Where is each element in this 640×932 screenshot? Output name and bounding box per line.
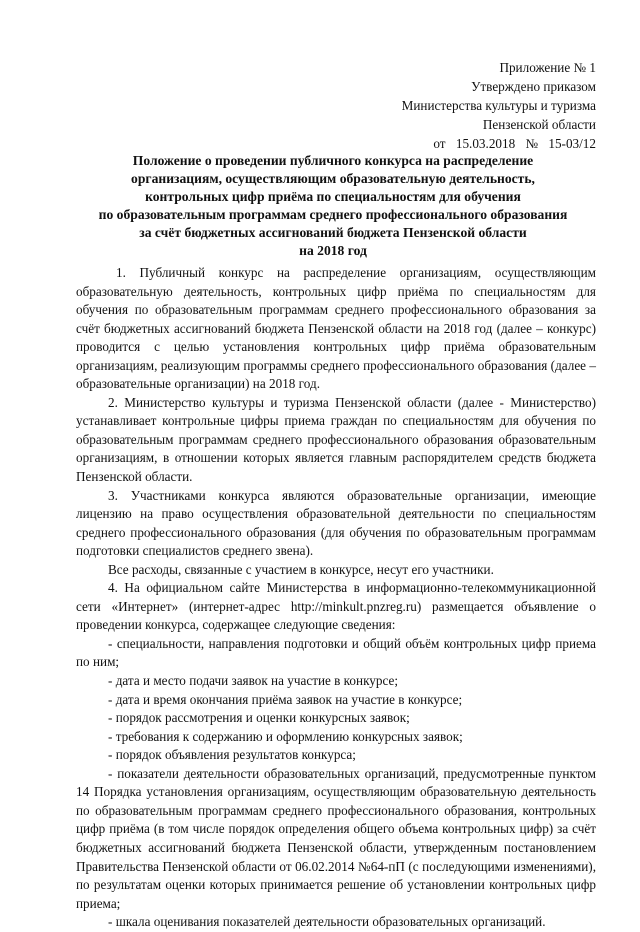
paragraph-4: 4. На официальном сайте Министерства в информационно-телекоммуникационной сети «Интернет» (интернет-адрес http://minkult.pnzreg.ru) размещается объявление о проведении конкурса, содержащее следующие сведения: <box>76 580 596 633</box>
list-item-requirements: - требования к содержанию и оформлению конкурсных заявок; <box>108 728 463 744</box>
document-body <box>76 264 596 932</box>
title-line-4: по образовательным программам среднего профессионального образования <box>98 207 568 222</box>
list-item-review-procedure: - порядок рассмотрения и оценки конкурсных заявок; <box>108 710 410 726</box>
title-line-6: на 2018 год <box>299 243 367 258</box>
appendix-block <box>402 58 596 153</box>
paragraph-2: 2. Министерство культуры и туризма Пензенской области (далее - Министерство) устанавливает контрольные цифры приема граждан по специальностям для обучения по образовательным программам среднего профессионального образования образовательным организациям, в отношении которых является главным распорядителем средств бюджета Пензенской области. <box>76 394 596 485</box>
title-line-1: Положение о проведении публичного конкурса на распределение <box>132 153 534 168</box>
list-item-scale: - шкала оценивания показателей деятельности образовательных организаций. <box>108 914 546 930</box>
document-title <box>70 152 596 260</box>
title-line-2: организациям, осуществляющим образовательную деятельность, <box>131 171 535 186</box>
list-item-deadline: - дата и время окончания приёма заявок на участие в конкурсе; <box>108 691 463 707</box>
list-item-results: - порядок объявления результатов конкурса; <box>108 747 356 763</box>
list-item-indicators: - показатели деятельности образовательных организаций, предусмотренные пунктом 14 Порядка установления организациям, осуществляющим образовательную деятельность по образовательным программам среднего профессионального образования, контрольных цифр приёма (в том числе порядок определения общего объема контрольных цифр) за счёт бюджетных ассигнований бюджета Пензенской области, утвержденным постановлением Правительства Пензенской области от 06.02.2014 №64-пП (с последующими изменениями), по результатам оценки которых принимается решение об установлении контрольных цифр приема; <box>76 765 596 911</box>
paragraph-expenses: Все расходы, связанные с участием в конкурсе, несут его участники. <box>108 561 494 577</box>
region-line: Пензенской области <box>482 117 596 132</box>
ministry-line: Министерства культуры и туризма <box>401 98 596 113</box>
order-date-number: от 15.03.2018 № 15-03/12 <box>433 136 596 151</box>
approval-line: Утверждено приказом <box>471 79 596 94</box>
list-item-specialties: - специальности, направления подготовки и общий объём контрольных цифр приема по ним; <box>76 635 596 670</box>
title-line-3: контрольных цифр приёма по специальностям для обучения <box>145 189 521 204</box>
paragraph-1: 1. Публичный конкурс на распределение организациям, осуществляющим образовательную деятельность, контрольных цифр приёма по специальностям для обучения по образовательным программам среднего профессионального образования за счёт бюджетных ассигнований бюджета Пензенской области на 2018 год (далее – конкурс) проводится с целью установления контрольных цифр приёма образовательным организациям, реализующим программы среднего профессионального образования (далее – образовательные организации) на 2018 год. <box>76 265 596 392</box>
list-item-submission-date: - дата и место подачи заявок на участие в конкурсе; <box>108 673 399 689</box>
title-line-5: за счёт бюджетных ассигнований бюджета Пензенской области <box>139 225 527 240</box>
appendix-number: Приложение № 1 <box>499 60 596 75</box>
paragraph-3: 3. Участниками конкурса являются образовательные организации, имеющие лицензию на право осуществления образовательной деятельности по специальностям среднего профессионального образования (для обучения по образовательным программам подготовки специалистов среднего звена). <box>76 487 596 559</box>
